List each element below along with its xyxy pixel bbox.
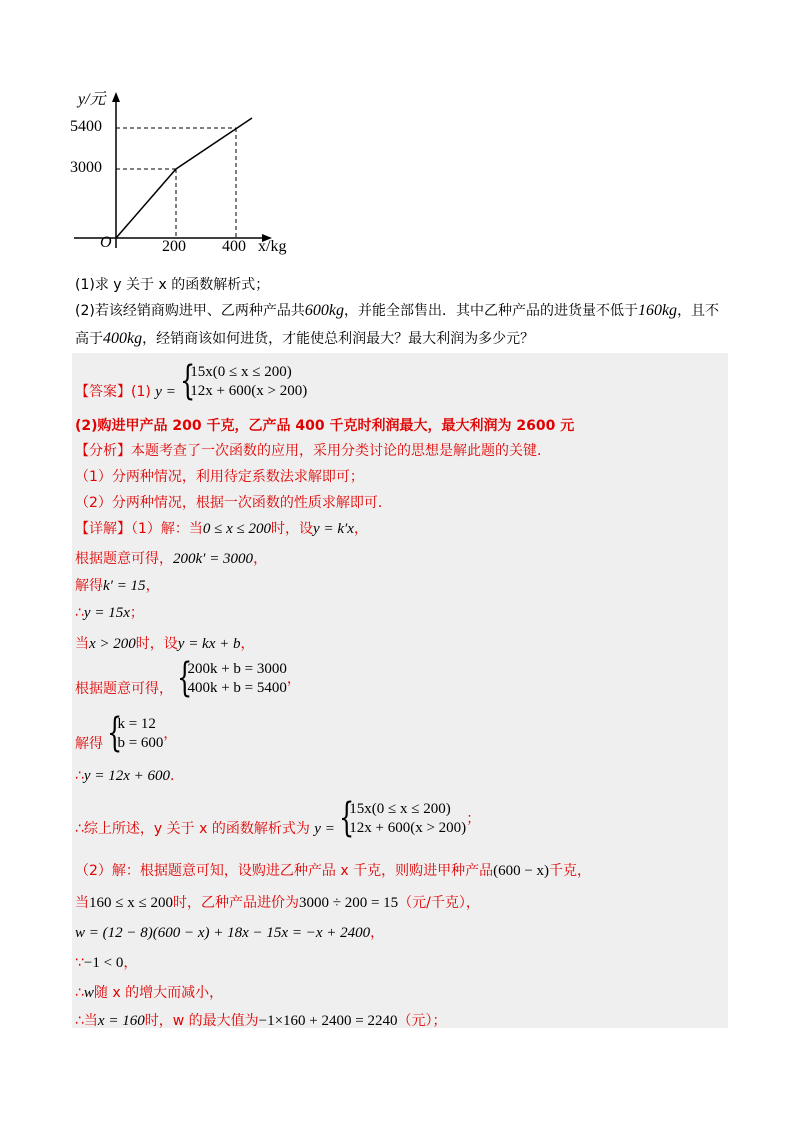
step-5-text: 根据题意可得， [75, 681, 173, 697]
step-3-eq: y = 15x [83, 605, 130, 621]
q2-val-b: 160kg [637, 302, 678, 319]
step-1-eq: 200k′ = 3000 [173, 551, 254, 567]
step-14-eq: −1×160 + 2400 = 2240 [258, 1013, 398, 1029]
step-12 [75, 952, 137, 972]
y-tick-5400: 5400 [70, 118, 102, 135]
step-7 [75, 765, 184, 785]
step-10-eq: 3000 ÷ 200 = 15 [298, 895, 399, 911]
step-2-eq: k′ = 15 [103, 578, 146, 594]
step-1 [75, 548, 267, 568]
step-5-system [177, 655, 287, 701]
step-6 [75, 710, 178, 756]
step-8 [75, 795, 481, 841]
step-9 [75, 860, 591, 880]
step-2-end: ， [145, 578, 160, 594]
question-2-line-1 [75, 300, 719, 320]
step-2 [75, 575, 160, 595]
step-6-row-1: k = 12 [117, 716, 156, 732]
step-3-pre: ∴ [75, 605, 84, 621]
step-12-pre: ∵ [75, 955, 84, 971]
y-axis-arrow [112, 92, 120, 102]
q2-val-a: 600kg [304, 302, 344, 319]
step-3-end: ； [129, 605, 144, 621]
step-6-end: ， [163, 726, 178, 742]
step-8-y: y = [314, 821, 335, 837]
step-9-eq: (600 − x) [493, 863, 550, 879]
answer-piece-2: 12x + 600(x > 200) [190, 383, 308, 399]
x-axis-label: x/kg [258, 238, 287, 255]
step-10-pre: 当 [75, 895, 89, 911]
q2-text-d: 高于 [75, 331, 103, 347]
detail-cond: 0 ≤ x ≤ 200 [202, 521, 272, 537]
step-8-system [339, 795, 467, 841]
y-axis-label: y/元 [78, 91, 106, 108]
answer-label: 【答案】(1) [75, 384, 151, 400]
step-6-system [107, 710, 164, 756]
step-10-end: （元/千克）， [398, 895, 480, 911]
y-tick-3000: 3000 [70, 159, 102, 176]
function-graph [60, 88, 320, 268]
step-11 [75, 922, 384, 942]
step-8-row-2: 12x + 600(x > 200) [349, 820, 467, 836]
step-13 [75, 982, 223, 1002]
q2-text-c: ，且不 [677, 303, 720, 319]
brace-icon: { [107, 710, 123, 756]
q2-text-b: ，并能全部售出．其中乙种产品的进货量不低于 [343, 303, 638, 319]
answer-line [75, 358, 308, 404]
q2-val-d: 400kg [103, 330, 143, 347]
detail-mid: 时，设 [271, 521, 314, 537]
step-13-pre: ∴ [75, 985, 84, 1001]
step-4-cond: x > 200 [89, 636, 136, 652]
step-14-mid: 时，w 的最大值为 [144, 1013, 259, 1029]
step-10 [75, 892, 480, 912]
step-4-pre: 当 [75, 636, 89, 652]
analysis-1: （1）分两种情况，利用待定系数法求解即可； [75, 469, 364, 485]
question-1: (1)求 y 关于 x 的函数解析式； [75, 277, 270, 293]
step-7-end: ． [169, 768, 184, 784]
step-3 [75, 602, 144, 622]
origin-label: O [100, 234, 112, 251]
step-6-text: 解得 [75, 736, 103, 752]
step-14 [75, 1010, 446, 1030]
question-2-line-2 [75, 328, 534, 348]
step-11-end: ， [370, 925, 385, 941]
brace-icon: { [180, 358, 196, 404]
step-6-row-2: b = 600 [117, 735, 164, 751]
step-13-text: 随 x 的增大而减小， [93, 985, 224, 1001]
step-10-mid: 时，乙种产品进价为 [172, 895, 299, 911]
step-9-text: （2）解：根据题意可知，设购进乙种产品 x 千克，则购进甲种产品 [75, 863, 494, 879]
step-14-cond: x = 160 [97, 1013, 145, 1029]
step-12-eq: −1 < 0 [83, 955, 124, 971]
detail-end: ， [353, 521, 368, 537]
step-4-end: ， [240, 636, 255, 652]
x-tick-200: 200 [162, 238, 186, 255]
step-2-text: 解得 [75, 578, 103, 594]
step-5 [75, 655, 301, 701]
brace-icon: { [177, 655, 193, 701]
step-4 [75, 633, 255, 653]
brace-icon: { [339, 795, 355, 841]
step-11-eq: w = (12 − 8)(600 − x) + 18x − 15x = −x + 2400 [75, 925, 371, 941]
step-1-text: 根据题意可得， [75, 551, 173, 567]
answer-y: y = [155, 384, 176, 400]
step-14-end: （元）； [397, 1013, 447, 1029]
step-14-pre: ∴当 [75, 1013, 98, 1029]
analysis-2: （2）分两种情况，根据一次函数的性质求解即可． [75, 495, 392, 511]
step-8-text: ∴综上所述，y 关于 x 的函数解析式为 [75, 821, 310, 837]
step-1-end: ， [253, 551, 268, 567]
answer-piece-1: 15x(0 ≤ x ≤ 200) [190, 364, 292, 380]
x-tick-400: 400 [222, 238, 246, 255]
step-8-end: ； [466, 811, 481, 827]
analysis: 【分析】本题考查了一次函数的应用，采用分类讨论的思想是解此题的关键． [75, 443, 551, 459]
answer-part2: (2)购进甲产品 200 千克，乙产品 400 千克时利润最大，最大利润为 2600 元 [75, 418, 575, 434]
step-4-eq: y = kx + b [177, 636, 241, 652]
step-13-w: w [83, 985, 94, 1001]
q2-text-e: ，经销商该如何进货，才能使总利润最大？最大利润为多少元？ [142, 331, 535, 347]
step-5-row-1: 200k + b = 3000 [187, 661, 287, 677]
function-line [116, 118, 252, 238]
q2-text-a: (2)若该经销商购进甲、乙两种产品共 [75, 303, 305, 319]
step-4-mid: 时，设 [135, 636, 178, 652]
detail-label: 【详解】（1）解：当 [75, 521, 203, 537]
step-12-end: ， [123, 955, 138, 971]
step-9-end: 千克， [549, 863, 592, 879]
step-7-eq: y = 12x + 600 [83, 768, 170, 784]
detail-line [75, 518, 368, 538]
detail-eq: y = k′x [313, 521, 354, 537]
answer-system [180, 358, 308, 404]
step-8-row-1: 15x(0 ≤ x ≤ 200) [349, 801, 451, 817]
step-5-row-2: 400k + b = 5400 [187, 680, 287, 696]
step-5-end: ， [286, 671, 301, 687]
step-10-cond: 160 ≤ x ≤ 200 [89, 895, 173, 911]
step-7-pre: ∴ [75, 768, 84, 784]
